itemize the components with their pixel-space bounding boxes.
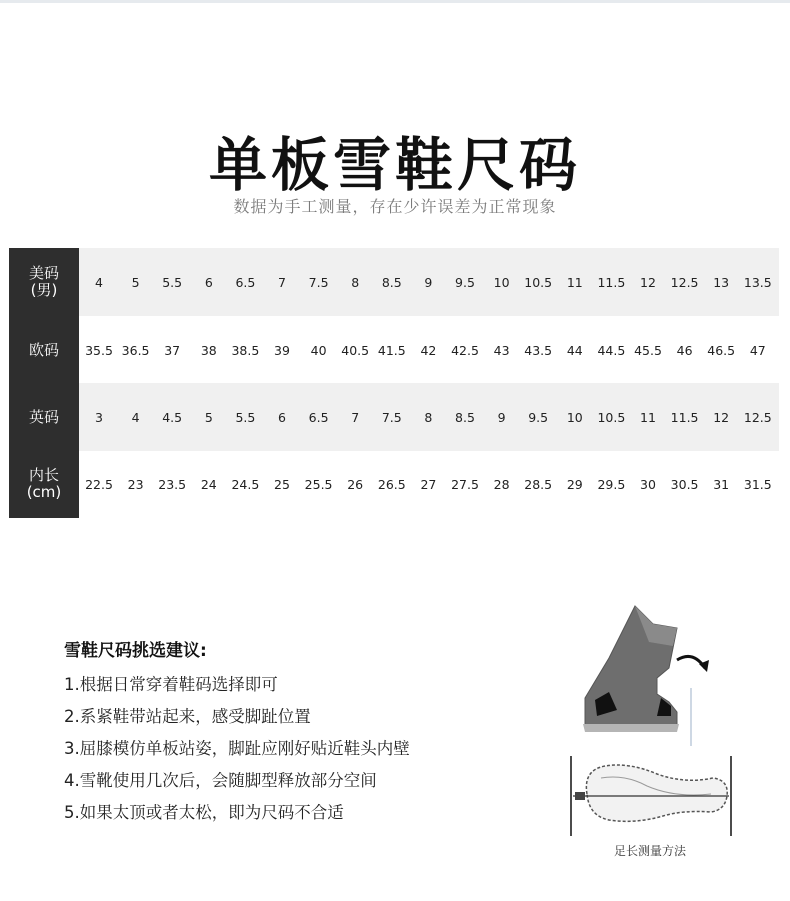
size-cell: 10 (493, 274, 510, 290)
row-header-line: (男) (30, 281, 58, 299)
size-cell: 47 (749, 342, 766, 358)
size-cell: 11 (640, 409, 656, 425)
size-cell: 7 (351, 409, 360, 425)
size-cell: 9 (497, 409, 506, 425)
size-cell: 27 (420, 476, 437, 492)
size-cell: 26.5 (377, 476, 406, 492)
illustration-caption: 足长测量方法 (613, 844, 686, 858)
size-cell: 39 (274, 342, 290, 358)
size-cell: 23.5 (158, 476, 187, 492)
size-cell: 42.5 (451, 342, 479, 358)
size-cell: 7.5 (381, 409, 402, 425)
tip-item: 5.如果太顶或者太松，即为尺码不合适 (64, 803, 344, 822)
size-cell: 4 (131, 409, 140, 425)
size-cell: 8.5 (381, 274, 402, 290)
size-cell: 31 (713, 476, 730, 492)
row-header (9, 316, 79, 384)
size-cell: 12 (640, 274, 656, 290)
size-cell: 6.5 (308, 409, 329, 425)
size-table-row (9, 450, 779, 518)
size-cell: 4.5 (162, 409, 183, 425)
size-cell: 5.5 (162, 274, 183, 290)
size-cell: 5 (131, 274, 140, 290)
row-header (9, 383, 79, 451)
tip-item: 4.雪靴使用几次后，会随脚型释放部分空间 (64, 771, 377, 790)
size-cell: 8.5 (455, 409, 475, 425)
measurement-illustration (565, 598, 745, 838)
size-cell: 6 (278, 409, 286, 425)
size-cell: 24.5 (231, 476, 260, 492)
size-table-row (9, 383, 779, 451)
size-cell: 35.5 (85, 342, 113, 358)
size-cell: 13.5 (743, 274, 772, 290)
size-cell: 6.5 (235, 274, 256, 290)
row-header-line: 美码 (28, 264, 59, 282)
size-cell: 22.5 (85, 476, 113, 492)
size-cell: 38 (200, 342, 217, 358)
size-cell: 44.5 (597, 342, 626, 358)
size-cell: 43 (493, 342, 510, 358)
size-cell: 30.5 (670, 476, 699, 492)
size-cell: 30 (640, 476, 656, 492)
top-border (0, 0, 790, 3)
size-cell: 12.5 (743, 409, 772, 425)
row-header-line: 欧码 (28, 340, 59, 359)
size-cell: 8 (351, 274, 360, 290)
size-cell: 7 (278, 274, 286, 290)
tip-item: 3.屈膝模仿单板站姿，脚趾应刚好贴近鞋头内壁 (64, 739, 410, 758)
size-table-row (9, 248, 779, 316)
page-title: 单板雪鞋尺码 (208, 131, 581, 199)
row-header (9, 450, 79, 518)
tip-item: 1.根据日常穿着鞋码选择即可 (64, 675, 278, 694)
size-cell: 27.5 (451, 476, 479, 492)
size-cell: 10.5 (597, 409, 626, 425)
size-cell: 7.5 (308, 274, 329, 290)
tips-title: 雪鞋尺码挑选建议: (64, 641, 207, 661)
size-cell: 25.5 (304, 476, 333, 492)
size-cell: 29.5 (597, 476, 626, 492)
size-cell: 44 (566, 342, 583, 358)
size-cell: 37 (164, 342, 181, 358)
size-cell: 9 (424, 274, 433, 290)
size-table-row (9, 316, 779, 384)
size-cell: 42 (420, 342, 437, 358)
size-cell: 9.5 (455, 274, 475, 290)
size-cell: 11.5 (597, 274, 626, 290)
row-header (9, 248, 79, 316)
size-cell: 45.5 (634, 342, 662, 358)
size-cell: 41.5 (377, 342, 406, 358)
size-cell: 8 (424, 409, 433, 425)
size-cell: 23 (127, 476, 144, 492)
tip-item: 2.系紧鞋带站起来，感受脚趾位置 (64, 707, 311, 726)
size-cell: 43.5 (524, 342, 553, 358)
boot-cross-section-icon (583, 606, 709, 746)
size-cell: 40.5 (341, 342, 370, 358)
row-header-line: (cm) (26, 483, 62, 501)
foot-outline-icon (571, 756, 731, 836)
size-cell: 6 (204, 274, 213, 290)
size-cell: 29 (566, 476, 583, 492)
size-cell: 31.5 (743, 476, 772, 492)
size-cell: 46.5 (707, 342, 736, 358)
size-cell: 9.5 (528, 409, 549, 425)
size-cell: 5 (204, 409, 213, 425)
size-cell: 28.5 (524, 476, 553, 492)
size-cell: 12.5 (670, 274, 699, 290)
size-cell: 26 (347, 476, 364, 492)
size-cell: 25 (274, 476, 290, 492)
row-header-line: 英码 (28, 407, 59, 426)
row-header-line: 内长 (28, 466, 59, 484)
size-cell: 11 (566, 274, 583, 290)
size-cell: 4 (95, 274, 103, 290)
size-cell: 28 (493, 476, 510, 492)
size-cell: 38.5 (231, 342, 260, 358)
size-cell: 12 (713, 409, 730, 425)
size-cell: 40 (310, 342, 327, 358)
size-cell: 24 (200, 476, 217, 492)
size-cell: 13 (713, 274, 730, 290)
size-cell: 11.5 (670, 409, 699, 425)
size-cell: 5.5 (235, 409, 256, 425)
size-cell: 36.5 (121, 342, 150, 358)
size-cell: 46 (676, 342, 693, 358)
page-subtitle: 数据为手工测量，存在少许误差为正常现象 (233, 197, 557, 216)
size-cell: 3 (95, 409, 103, 425)
size-cell: 10.5 (524, 274, 553, 290)
size-cell: 10 (566, 409, 583, 425)
